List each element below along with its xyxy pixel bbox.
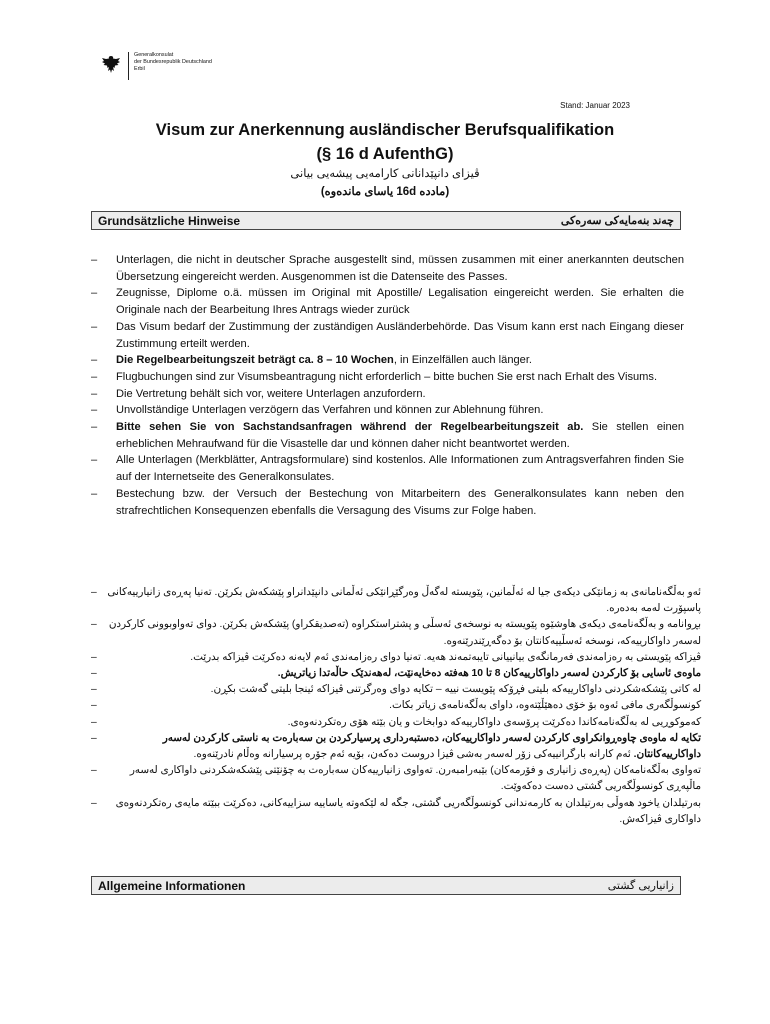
logo-divider xyxy=(128,52,129,80)
kurdish-note-item-text xyxy=(107,763,701,795)
german-note-item-text xyxy=(116,254,684,283)
dash-bullet: – xyxy=(91,765,97,777)
dash-bullet: – xyxy=(91,700,97,712)
title-line-2: (§ 16 d AufenthG) xyxy=(316,145,454,163)
dash-bullet: – xyxy=(91,320,98,333)
kurdish-note-item xyxy=(91,796,701,828)
kurdish-note-item-body: لە کاتی پێشکەشکردنی داواکارییەکە بلیتی فڕۆکە پێویست نییە – تکایە دوای وەرگرتنی ڤیزاکە ئینجا بلیتی گەشت بکڕن. xyxy=(210,684,701,696)
dash-bullet: – xyxy=(91,668,97,680)
kurdish-note-item-body: کونسوڵگەری مافی ئەوە بۆ خۆی دەهێڵێتەوە، داوای بەڵگەنامەی زیاتر بکات. xyxy=(389,700,701,712)
kurdish-note-item-text xyxy=(107,585,701,617)
german-note-item-text xyxy=(116,404,543,416)
german-note-item-bold: Bitte sehen Sie von Sachstandsanfragen während der Regelbearbeitungszeit ab. xyxy=(116,421,584,434)
logo-line-2: der Bundesrepublik Deutschland xyxy=(134,58,212,65)
dash-bullet: – xyxy=(91,370,98,383)
dash-bullet: – xyxy=(91,354,98,367)
kurdish-note-item-body: کەموکوڕیی لە بەڵگەنامەکاندا دەکرێت پرۆسەی داواکارییەکە دوابخات و یان بێتە هۆی رەتکردنەوەی. xyxy=(287,716,701,728)
german-note-item-body: Zeugnisse, Diplome o.ä. müssen im Original mit Apostille/ Legalisation eingereicht werden. Sie erhalten die Originale nach der Bearbeitung Ihres Antrags wieder zurück xyxy=(116,287,684,317)
german-note-item-body: , in Einzelfällen auch länger. xyxy=(393,354,532,367)
kurdish-note-item-body: بڕوانامە و بەڵگەنامەی دیکەی هاوشێوە پێویستە بە نوسخەی ئەسڵی و پشتراستکراوە (تەصدیقکراو) پێشکەش بکرێن. دوای تەواوبوونی کارکردن لەسەر داواکارییەکە، نوسخە ئەسڵییەکانتان بۆ دەگەڕێندرێنەوە. xyxy=(108,619,701,647)
kurdish-note-item-text xyxy=(107,796,701,828)
german-note-item xyxy=(91,452,684,485)
kurdish-note-item-text xyxy=(107,682,701,698)
kurdish-note-item-text xyxy=(107,731,701,763)
german-note-item xyxy=(91,419,684,452)
german-note-item xyxy=(91,486,684,519)
german-note-item-text xyxy=(116,488,684,517)
german-note-item xyxy=(91,386,684,403)
kurdish-note-item-body: ئەو بەڵگەنامانەی بە زمانێکی دیکەی جیا لە ئەڵمانین، پێویستە لەگەڵ وەرگێڕانێکی ئەڵمانی دانپێدانراو پێشکەش بکرێن. تەنیا پەڕەی زانیارییەکانی پاسپۆرت لەمە بەدەرە. xyxy=(107,587,701,615)
dash-bullet: – xyxy=(91,487,98,500)
kurdish-note-item xyxy=(91,763,701,795)
german-note-item-text xyxy=(116,421,684,450)
german-note-item xyxy=(91,369,684,386)
german-note-item-body: Die Vertretung behält sich vor, weitere Unterlagen anzufordern. xyxy=(116,387,426,400)
kurdish-note-item-text xyxy=(107,617,701,649)
kurdish-note-item-text xyxy=(107,650,701,666)
kurdish-note-item-text xyxy=(107,666,701,682)
german-note-item xyxy=(91,252,684,285)
german-note-item-text xyxy=(116,287,684,316)
logo-line-3: Erbil xyxy=(134,65,145,72)
german-note-item-body: Unvollständige Unterlagen verzögern das Verfahren und können zur Ablehnung führen. xyxy=(116,404,544,417)
kurdish-note-item-bold: تکایە لە ماوەی چاوەڕوانکراوی کارکردن لەسەر داواکارییەکان، دەستبەرداری پرسیارکردن بن سەبارەت بە ناستی کارکردن لەسەر داواکارییەکانتان. xyxy=(162,732,701,761)
kurdish-note-item-text xyxy=(107,698,701,714)
kurdish-note-item-body: بەرتیلدان یاخود هەوڵی بەرتیلدان بە کارمەندانی کونسوڵگەریی گشتی، جگە لە لێکەوتە یاساییە سزاییەکانی، دەکرێت ببێتە مایەی رەتکردنەوەی داواکاری ڤیزاکەش. xyxy=(115,797,701,825)
dash-bullet: – xyxy=(91,732,97,744)
date-stamp: Stand: Januar 2023 xyxy=(560,101,630,110)
kurdish-note-item-text xyxy=(107,715,701,731)
dash-bullet: – xyxy=(91,404,98,417)
kurdish-note-item xyxy=(91,682,701,698)
german-note-item-body: Unterlagen, die nicht in deutscher Sprache ausgestellt sind, müssen zusammen mit einer anerkannten deutschen Übersetzung eingereicht werden. Ausgenommen ist die Datenseite des Passes. xyxy=(116,254,684,283)
section-heading-de: Allgemeine Informationen xyxy=(98,878,246,893)
german-note-item xyxy=(91,319,684,352)
dash-bullet: – xyxy=(91,684,97,696)
kurdish-notes-list xyxy=(91,585,701,828)
dash-bullet: – xyxy=(91,287,98,300)
dash-bullet: – xyxy=(91,619,97,631)
german-note-item-body: Flugbuchungen sind zur Visumsbeantragung nicht erforderlich – bitte buchen Sie erst nach Erhalt des Visums. xyxy=(116,370,658,383)
german-note-item-body: Das Visum bedarf der Zustimmung der zuständigen Ausländerbehörde. Das Visum kann erst nach Eingang dieser Zustimmung erteilt werden. xyxy=(116,320,684,350)
german-notes-list xyxy=(91,252,684,519)
german-note-item-text xyxy=(116,454,684,483)
german-note-item xyxy=(91,402,684,419)
kurdish-note-item xyxy=(91,715,701,731)
title-line-3: ڤیزای دانپێدانانی كارامەیی پیشەیی بیانی xyxy=(290,168,480,180)
german-note-item xyxy=(91,352,684,369)
section-heading-basics xyxy=(91,211,681,230)
kurdish-note-item-body: ڤیزاکە پێویستی بە رەزامەندی فەرمانگەی بیانییانی تایبەتمەند هەیە. تەنیا دوای رەزامەندی ئەم لایەنە دەکرێت ڤیزاکە بدرێت. xyxy=(190,651,701,663)
section-heading-ku: زانیاریی گشتی xyxy=(607,880,674,892)
dash-bullet: – xyxy=(91,797,97,809)
section-heading-general xyxy=(91,876,681,895)
german-note-item-text xyxy=(116,354,532,366)
title-line-4: (ماددە 16d یاسای ماندەوە) xyxy=(320,186,450,198)
dash-bullet: – xyxy=(91,651,97,663)
kurdish-note-item-body: ئەم کارانە بارگرانییەکی زۆر لەسەر بەشی ڤیزا دروست دەکەن، بۆیە ئەم جۆرە پرسیارانە وەڵام نادرێنەوە. xyxy=(193,749,634,761)
dash-bullet: – xyxy=(91,587,97,598)
german-note-item-text xyxy=(116,371,657,383)
title-line-1: Visum zur Anerkennung ausländischer Berufsqualifikation xyxy=(155,121,615,139)
kurdish-note-item xyxy=(91,698,701,714)
kurdish-note-item xyxy=(91,617,701,649)
german-note-item-body: Alle Unterlagen (Merkblätter, Antragsformulare) sind kostenlos. Alle Informationen zum Antragsverfahren finden Sie auf der Internetseite des Generalkonsulates. xyxy=(116,454,684,484)
logo-text xyxy=(134,52,212,72)
dash-bullet: – xyxy=(91,454,98,467)
dash-bullet: – xyxy=(91,716,97,728)
federal-eagle-icon xyxy=(100,54,122,76)
dash-bullet: – xyxy=(91,254,98,266)
german-note-item-body: Sie stellen einen erheblichen Mehraufwand für die Visastelle dar und können daher nicht beantwortet werden. xyxy=(116,421,684,450)
german-note-item-body: Bestechung bzw. der Versuch der Bestechung von Mitarbeitern des Generalkonsulates kann neben den strafrechtlichen Konsequenzen ebenfalls die Versagung des Visums zur Folge haben. xyxy=(116,487,684,517)
kurdish-note-item xyxy=(91,731,701,763)
kurdish-note-item xyxy=(91,666,701,682)
dash-bullet: – xyxy=(91,421,98,434)
kurdish-note-item-bold: ماوەی ئاسایی بۆ کارکردن لەسەر داواکارییەکان 8 تا 10 هەفتە دەخایەنێت، لەهەندێک حاڵەتدا زیاتریش. xyxy=(277,668,701,680)
kurdish-note-item xyxy=(91,650,701,666)
consulate-logo xyxy=(100,52,212,80)
german-note-item-text xyxy=(116,321,684,350)
dash-bullet: – xyxy=(91,387,98,400)
section-heading-de: Grundsätzliche Hinweise xyxy=(98,213,241,228)
german-note-item-bold: Die Regelbearbeitungszeit beträgt ca. 8 – 10 Wochen xyxy=(116,354,394,367)
kurdish-note-item-body: تەواوی بەڵگەنامەکان (پەڕەی زانیاری و فۆرمەکان) بێبەرامبەرن. تەواوی زانیارییەکان سەبارەت بە چۆنێتی پێشکەشکردنی داواکاری لەسەر ماڵپەڕی کونسوڵگەریی گشتی دەست دەکەوێت. xyxy=(129,765,701,793)
section-heading-ku: چەند بنەمایەکی سەرەکی xyxy=(560,215,674,227)
kurdish-note-item xyxy=(91,585,701,617)
german-note-item-text xyxy=(116,388,426,400)
logo-line-1: Generalkonsulat xyxy=(134,52,174,58)
german-note-item xyxy=(91,285,684,318)
